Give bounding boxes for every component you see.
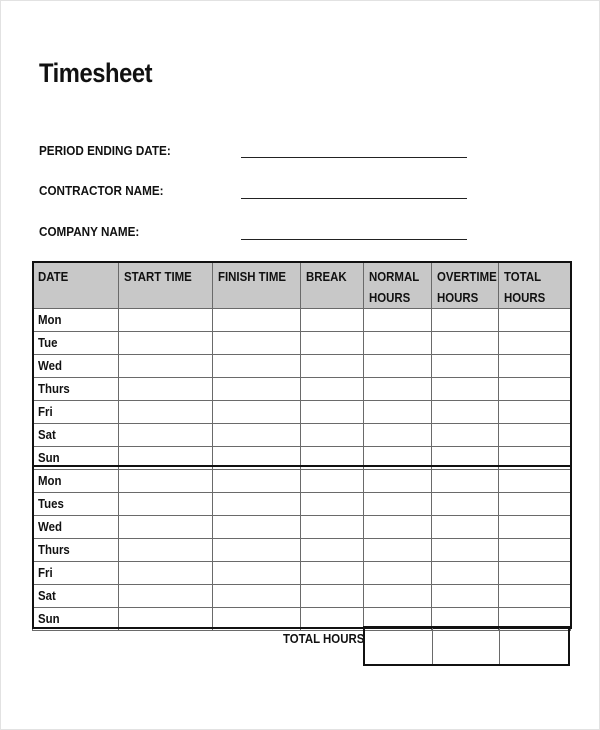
day-cell: Tue — [33, 332, 119, 355]
period-ending-date-field[interactable] — [241, 157, 467, 158]
normal-hours-cell[interactable] — [364, 332, 432, 355]
normal-hours-cell[interactable] — [364, 539, 432, 562]
overtime-hours-cell[interactable] — [432, 378, 499, 401]
total-hours-cell[interactable] — [499, 355, 571, 378]
total-hours-label: TOTAL HOURS — [283, 631, 365, 646]
break-cell[interactable] — [301, 309, 364, 332]
normal-hours-cell[interactable] — [364, 355, 432, 378]
total-hours-cell[interactable] — [499, 378, 571, 401]
day-cell: Mon — [33, 470, 119, 493]
total-overtime-hours-cell[interactable] — [433, 628, 500, 664]
day-cell: Sun — [33, 608, 119, 631]
normal-hours-cell[interactable] — [364, 470, 432, 493]
total-hours-cell[interactable] — [499, 539, 571, 562]
total-hours-box — [363, 626, 570, 666]
overtime-hours-cell[interactable] — [432, 332, 499, 355]
table-row — [33, 401, 571, 424]
overtime-hours-cell[interactable] — [432, 309, 499, 332]
company-name-field[interactable] — [241, 239, 467, 240]
break-cell[interactable] — [301, 470, 364, 493]
table-row — [33, 447, 571, 470]
break-cell[interactable] — [301, 355, 364, 378]
finish-time-cell[interactable] — [213, 332, 301, 355]
table-row — [33, 539, 571, 562]
page-title: Timesheet — [39, 58, 153, 88]
day-cell: Thurs — [33, 539, 119, 562]
total-hours-cell[interactable] — [499, 309, 571, 332]
header-start-time: START TIME — [119, 262, 213, 309]
total-hours-cell[interactable] — [499, 585, 571, 608]
overtime-hours-cell[interactable] — [432, 424, 499, 447]
finish-time-cell[interactable] — [213, 493, 301, 516]
overtime-hours-cell[interactable] — [432, 585, 499, 608]
overtime-hours-cell[interactable] — [432, 355, 499, 378]
overtime-hours-cell[interactable] — [432, 401, 499, 424]
overtime-hours-cell[interactable] — [432, 470, 499, 493]
finish-time-cell[interactable] — [213, 608, 301, 631]
total-hours-cell[interactable] — [499, 470, 571, 493]
start-time-cell[interactable] — [119, 378, 213, 401]
overtime-hours-cell[interactable] — [432, 493, 499, 516]
day-cell: Sat — [33, 585, 119, 608]
break-cell[interactable] — [301, 447, 364, 470]
finish-time-cell[interactable] — [213, 309, 301, 332]
normal-hours-cell[interactable] — [364, 493, 432, 516]
total-hours-cell[interactable] — [499, 562, 571, 585]
finish-time-cell[interactable] — [213, 470, 301, 493]
break-cell[interactable] — [301, 539, 364, 562]
header-normal-hours: NORMAL HOURS — [364, 262, 432, 309]
finish-time-cell[interactable] — [213, 378, 301, 401]
finish-time-cell[interactable] — [213, 447, 301, 470]
table-row — [33, 355, 571, 378]
header-overtime-hours: OVERTIME HOURS — [432, 262, 499, 309]
table-row — [33, 493, 571, 516]
day-cell: Fri — [33, 401, 119, 424]
finish-time-cell[interactable] — [213, 401, 301, 424]
normal-hours-cell[interactable] — [364, 585, 432, 608]
normal-hours-cell[interactable] — [364, 562, 432, 585]
table-row — [33, 562, 571, 585]
start-time-cell[interactable] — [119, 447, 213, 470]
finish-time-cell[interactable] — [213, 355, 301, 378]
header-date: DATE — [33, 262, 119, 309]
day-cell: Tues — [33, 493, 119, 516]
timesheet-table — [32, 261, 571, 631]
finish-time-cell[interactable] — [213, 424, 301, 447]
break-cell[interactable] — [301, 401, 364, 424]
break-cell[interactable] — [301, 585, 364, 608]
day-cell: Wed — [33, 516, 119, 539]
break-cell[interactable] — [301, 493, 364, 516]
table-row — [33, 516, 571, 539]
overtime-hours-cell[interactable] — [432, 516, 499, 539]
header-break: BREAK — [301, 262, 364, 309]
finish-time-cell[interactable] — [213, 516, 301, 539]
day-cell: Mon — [33, 309, 119, 332]
total-hours-cell[interactable] — [499, 447, 571, 470]
day-cell: Wed — [33, 355, 119, 378]
table-row — [33, 309, 571, 332]
finish-time-cell[interactable] — [213, 539, 301, 562]
day-cell: Sun — [33, 447, 119, 470]
total-hours-cell[interactable] — [499, 401, 571, 424]
start-time-cell[interactable] — [119, 585, 213, 608]
table-row — [33, 378, 571, 401]
start-time-cell[interactable] — [119, 539, 213, 562]
finish-time-cell[interactable] — [213, 585, 301, 608]
break-cell[interactable] — [301, 608, 364, 631]
start-time-cell[interactable] — [119, 355, 213, 378]
total-hours-cell[interactable] — [499, 493, 571, 516]
total-hours-cell[interactable] — [499, 332, 571, 355]
start-time-cell[interactable] — [119, 424, 213, 447]
break-cell[interactable] — [301, 332, 364, 355]
contractor-name-field[interactable] — [241, 198, 467, 199]
normal-hours-cell[interactable] — [364, 309, 432, 332]
start-time-cell[interactable] — [119, 562, 213, 585]
table-row — [33, 585, 571, 608]
table-row — [33, 424, 571, 447]
overtime-hours-cell[interactable] — [432, 539, 499, 562]
start-time-cell[interactable] — [119, 516, 213, 539]
overtime-hours-cell[interactable] — [432, 447, 499, 470]
total-hours-cell[interactable] — [499, 424, 571, 447]
normal-hours-cell[interactable] — [364, 401, 432, 424]
table-header-row — [33, 262, 571, 309]
header-total-hours: TOTAL HOURS — [499, 262, 571, 309]
contractor-name-label: CONTRACTOR NAME: — [39, 183, 164, 198]
normal-hours-cell[interactable] — [364, 378, 432, 401]
day-cell: Fri — [33, 562, 119, 585]
company-name-label: COMPANY NAME: — [39, 224, 140, 239]
total-normal-hours-cell[interactable] — [365, 628, 433, 664]
overtime-hours-cell[interactable] — [432, 562, 499, 585]
break-cell[interactable] — [301, 424, 364, 447]
period-ending-date-label: PERIOD ENDING DATE: — [39, 143, 171, 158]
start-time-cell[interactable] — [119, 309, 213, 332]
start-time-cell[interactable] — [119, 470, 213, 493]
normal-hours-cell[interactable] — [364, 516, 432, 539]
start-time-cell[interactable] — [119, 401, 213, 424]
start-time-cell[interactable] — [119, 608, 213, 631]
day-cell: Sat — [33, 424, 119, 447]
normal-hours-cell[interactable] — [364, 447, 432, 470]
table-row — [33, 332, 571, 355]
break-cell[interactable] — [301, 378, 364, 401]
finish-time-cell[interactable] — [213, 562, 301, 585]
total-total-hours-cell[interactable] — [500, 628, 568, 664]
normal-hours-cell[interactable] — [364, 424, 432, 447]
header-finish-time: FINISH TIME — [213, 262, 301, 309]
break-cell[interactable] — [301, 516, 364, 539]
break-cell[interactable] — [301, 562, 364, 585]
day-cell: Thurs — [33, 378, 119, 401]
start-time-cell[interactable] — [119, 332, 213, 355]
start-time-cell[interactable] — [119, 493, 213, 516]
total-hours-cell[interactable] — [499, 516, 571, 539]
table-row — [33, 470, 571, 493]
